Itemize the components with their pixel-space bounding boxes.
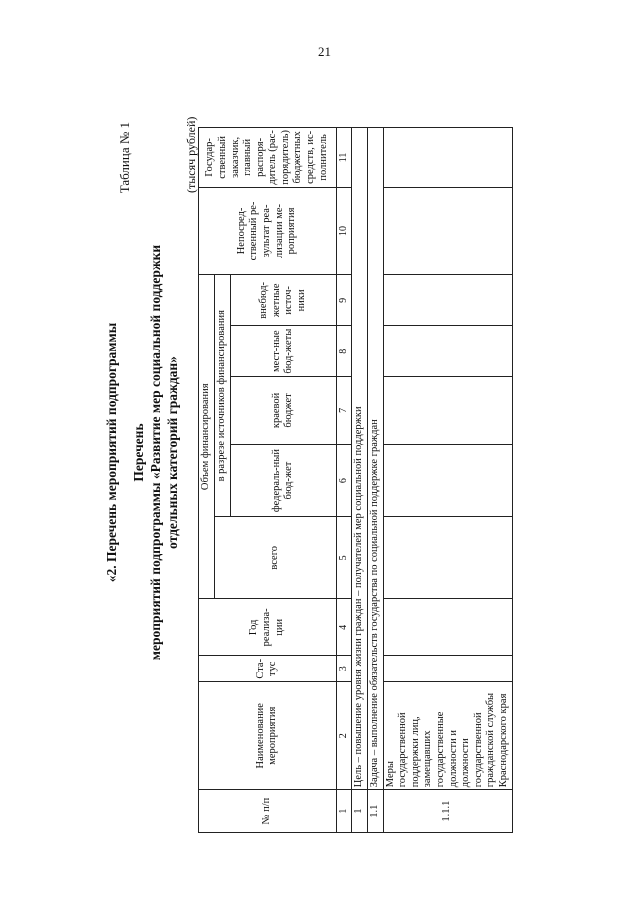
title-line-1: Перечень: [131, 423, 146, 482]
measure-status-cell: [383, 656, 512, 682]
header-federal: федераль-ный бюд-жет: [230, 444, 336, 516]
header-num: № п/п: [199, 790, 337, 833]
header-name: Наименование мероприятия: [199, 682, 337, 790]
col-number: 8: [336, 326, 351, 376]
measure-row: [383, 128, 512, 833]
measure-regional-cell: [383, 376, 512, 444]
title-line-2: мероприятий подпрограммы «Развитие мер социальной поддержки: [148, 244, 163, 661]
title-line-3: отдельных категорий граждан»: [165, 356, 180, 549]
header-year: Год реализа-ции: [199, 599, 337, 656]
table-label: Таблица № 1: [117, 122, 132, 194]
col-number: 9: [336, 275, 351, 326]
measure-result-cell: [383, 187, 512, 274]
column-number-row: [336, 128, 351, 833]
header-status: Ста-тус: [199, 656, 337, 682]
header-local: мест-ные бюд-жеты: [230, 326, 336, 376]
units-note: (тысяч рублей): [184, 116, 198, 193]
page-number: 21: [318, 44, 331, 59]
col-number: 3: [336, 656, 351, 682]
goal-text: Цель – повышение уровня жизни граждан – получателей мер социальной поддержки: [351, 128, 367, 790]
col-number: 7: [336, 376, 351, 444]
header-total: всего: [215, 517, 337, 599]
col-number: 2: [336, 682, 351, 790]
measure-total-cell: [383, 517, 512, 599]
col-number: 5: [336, 517, 351, 599]
header-regional: краевой бюджет: [230, 376, 336, 444]
col-number: 1: [336, 790, 351, 833]
header-result: Непосред-ственный ре-зультат реа-лизации ме-роприятия: [199, 187, 337, 274]
header-offbudget: внебюд-жетные источ-ники: [230, 275, 336, 326]
task-text: Задача – выполнение обязательств государства по социальной поддержке граждан: [367, 128, 383, 790]
header-volume: Объем финансирования: [199, 275, 215, 599]
task-row: [367, 128, 383, 833]
col-number: 10: [336, 187, 351, 274]
goal-row: [351, 128, 367, 833]
header-by-source: в разрезе источников финансирования: [215, 275, 231, 517]
goal-number: 1: [351, 790, 367, 833]
col-number: 4: [336, 599, 351, 656]
measure-local-cell: [383, 326, 512, 376]
col-number: 11: [336, 128, 351, 188]
section-title: «2. Перечень мероприятий подпрограммы: [104, 322, 119, 583]
measure-offbudget-cell: [383, 275, 512, 326]
task-number: 1.1: [367, 790, 383, 833]
measure-name: Меры государственной поддержки лиц, замещавших государственные должности и должности государственной гражданской службы Краснодарского края: [383, 682, 512, 790]
measure-customer-cell: [383, 128, 512, 188]
measure-number: 1.1.1: [383, 790, 512, 833]
col-number: 6: [336, 444, 351, 516]
measure-federal-cell: [383, 444, 512, 516]
measure-year-cell: [383, 599, 512, 656]
measures-table: [198, 127, 513, 833]
header-customer: Государ-ственный заказчик, главный распоря-дитель (рас-порядитель) бюджетных средств, ис-полнитель: [199, 128, 337, 188]
